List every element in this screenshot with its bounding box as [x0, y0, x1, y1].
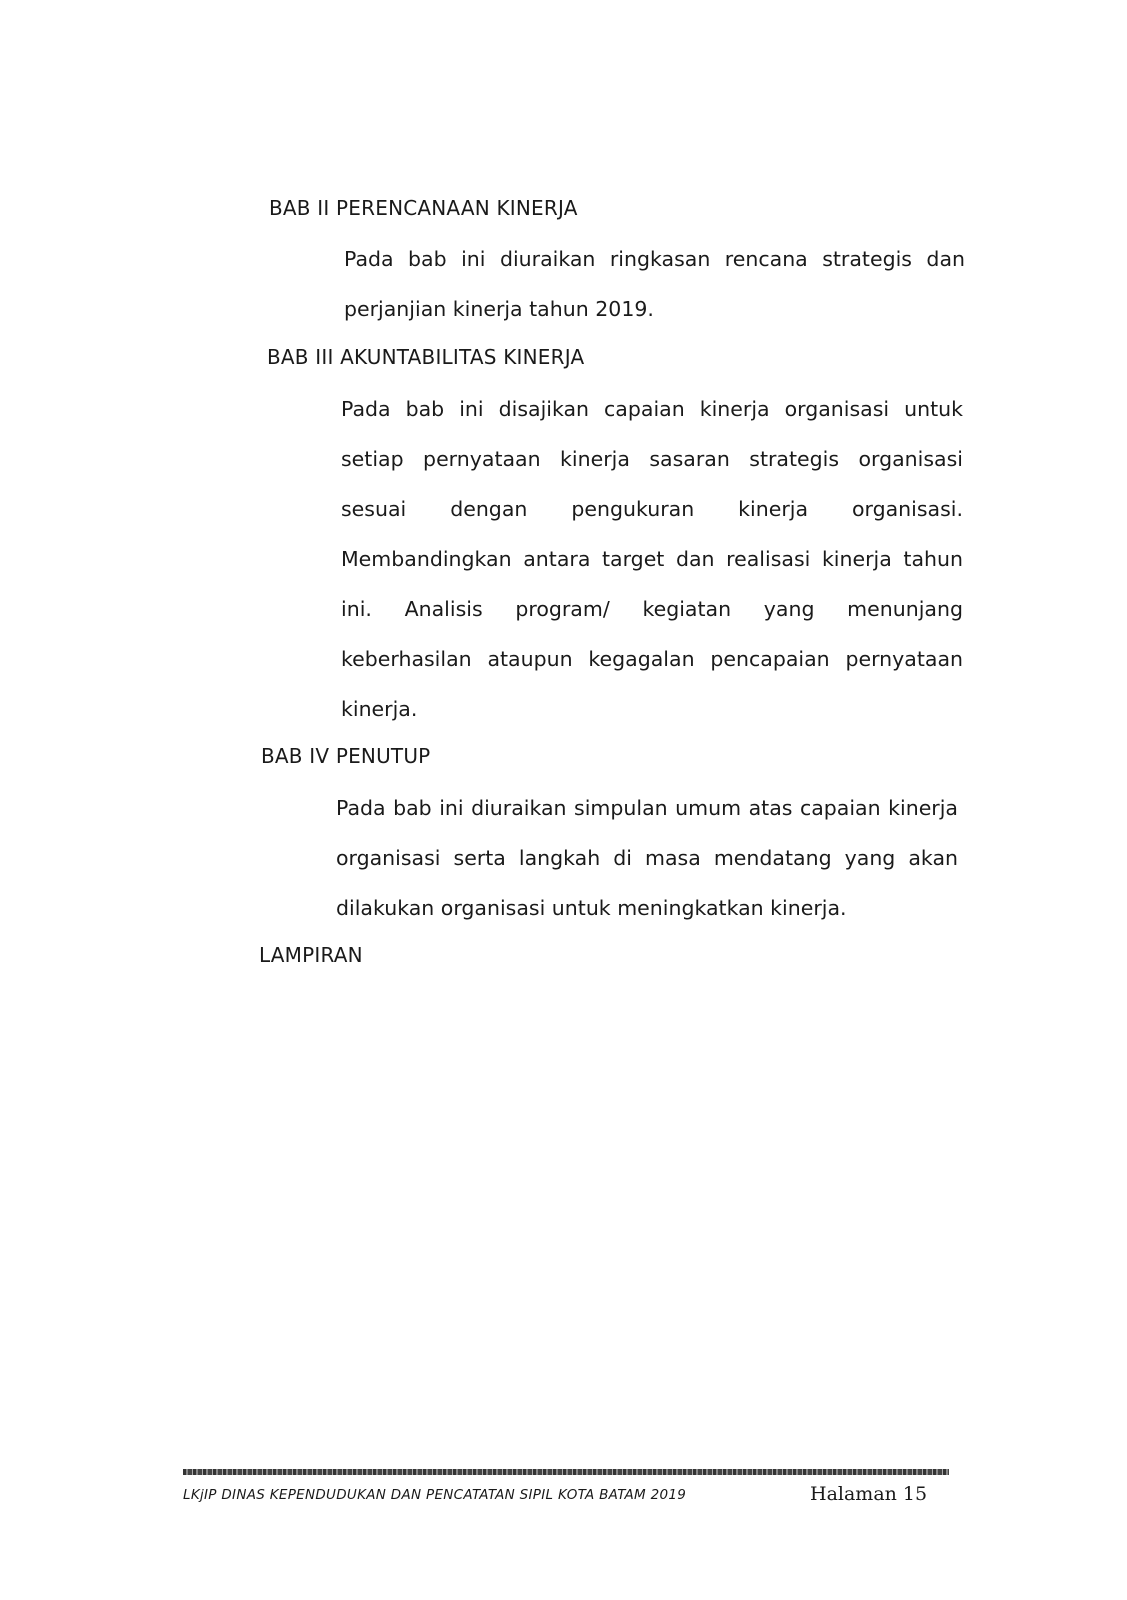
section-heading-bab-iii: BAB III AKUNTABILITAS KINERJA — [267, 345, 585, 369]
footer-page-number: Halaman 15 — [810, 1483, 928, 1505]
section-heading-bab-ii: BAB II PERENCANAAN KINERJA — [269, 196, 578, 220]
paragraph-line: setiap pernyataan kinerja sasaran strategis organisasi — [341, 447, 963, 471]
paragraph-line: Pada bab ini diuraikan simpulan umum atas capaian kinerja — [336, 796, 958, 820]
paragraph-line: sesuai dengan pengukuran kinerja organisasi. — [341, 497, 963, 521]
appendix-heading: LAMPIRAN — [259, 943, 363, 967]
section-heading-bab-iv: BAB IV PENUTUP — [261, 744, 431, 768]
section-paragraph-bab-ii — [344, 234, 965, 334]
paragraph-line: keberhasilan ataupun kegagalan pencapaian pernyataan — [341, 647, 963, 671]
section-paragraph-bab-iii — [341, 384, 963, 734]
paragraph-line: Membandingkan antara target dan realisasi kinerja tahun — [341, 547, 963, 571]
paragraph-line: kinerja. — [341, 697, 418, 721]
section-paragraph-bab-iv — [336, 783, 958, 933]
paragraph-line: Pada bab ini disajikan capaian kinerja organisasi untuk — [341, 397, 963, 421]
footer-document-title: LKjIP DINAS KEPENDUDUKAN DAN PENCATATAN SIPIL KOTA BATAM 2019 — [183, 1487, 687, 1503]
paragraph-line: organisasi serta langkah di masa mendatang yang akan — [336, 846, 958, 870]
paragraph-line: dilakukan organisasi untuk meningkatkan kinerja. — [336, 896, 847, 920]
paragraph-line: ini. Analisis program/ kegiatan yang menunjang — [341, 597, 963, 621]
paragraph-line: perjanjian kinerja tahun 2019. — [344, 297, 654, 321]
paragraph-line: Pada bab ini diuraikan ringkasan rencana strategis dan — [344, 247, 965, 271]
footer-rule — [183, 1469, 949, 1475]
